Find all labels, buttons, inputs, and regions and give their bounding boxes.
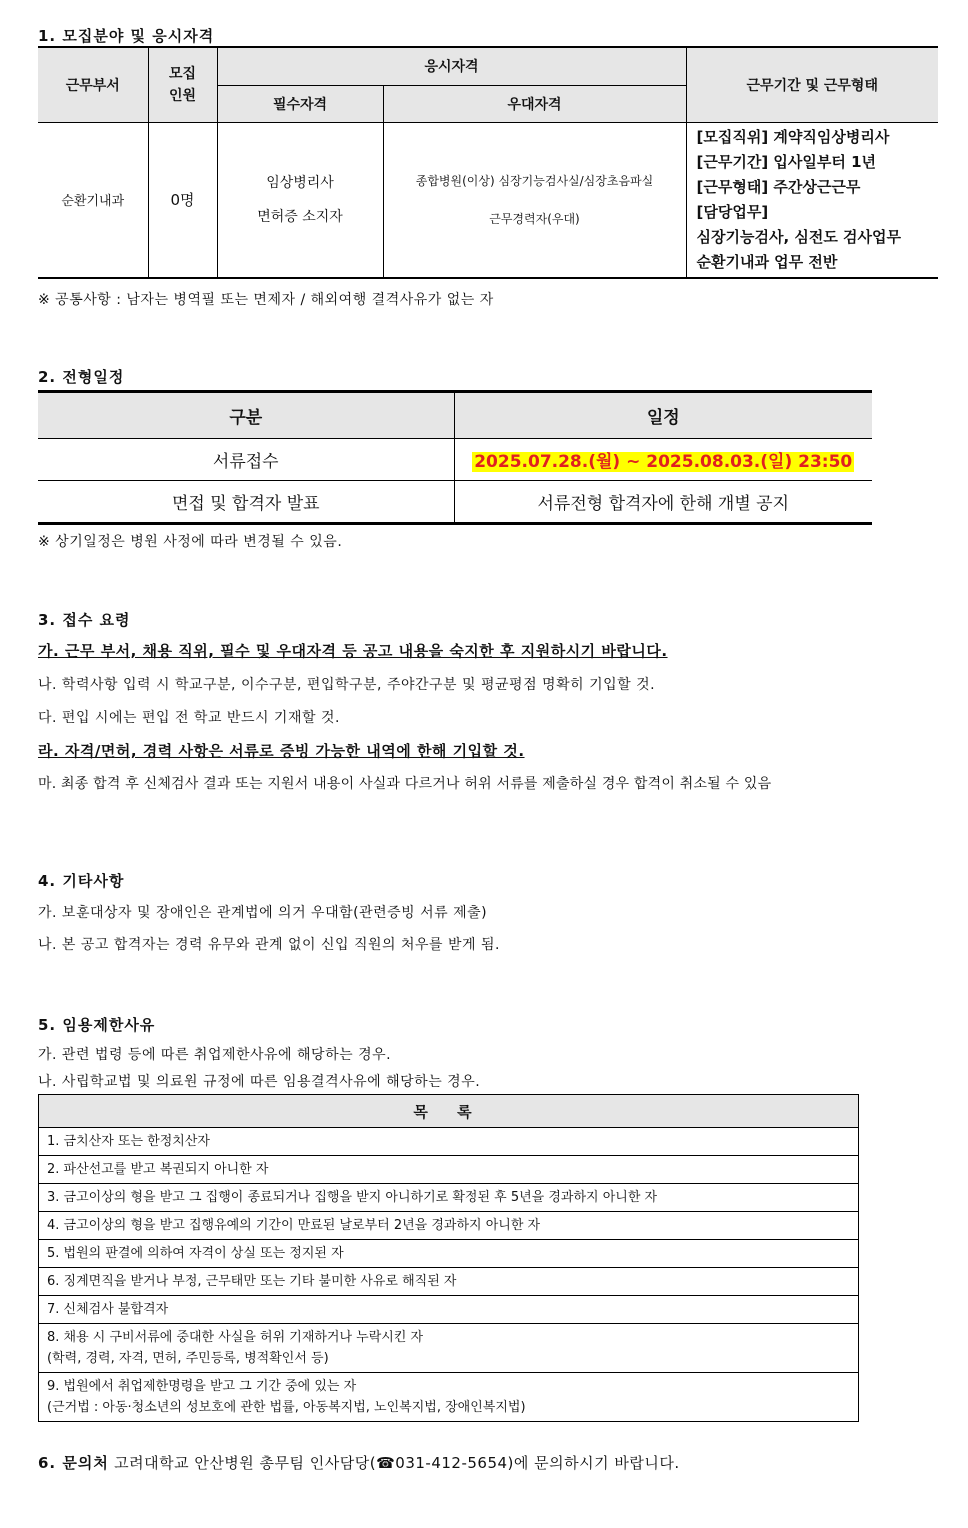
disqualification-list bbox=[38, 1094, 859, 1422]
guide-item-e: 마. 최종 합격 후 신체검사 결과 또는 지원서 내용이 사실과 다르거나 허위 서류를 제출하실 경우 합격이 취소될 수 있음 bbox=[38, 776, 772, 792]
list-item-9-detail: (근거법 : 아동·청소년의 성보호에 관한 법률, 아동복지법, 노인복지법, 장애인복지법) bbox=[47, 1400, 526, 1415]
restriction-a: 가. 관련 법령 등에 따른 취업제한사유에 해당하는 경우. bbox=[38, 1047, 392, 1063]
guide-item-a: 가. 근무 부서, 채용 직위, 필수 및 우대자격 등 공고 내용을 숙지한 후 지원하시기 바랍니다. bbox=[38, 642, 668, 660]
period-line: [근무형태] 주간상근근무 bbox=[696, 177, 861, 196]
count-cell: 0명 bbox=[148, 122, 217, 278]
application-period: 2025.07.28.(월) ~ 2025.08.03.(일) 23:50 bbox=[474, 452, 853, 472]
list-title: 목 록 bbox=[39, 1095, 859, 1128]
header-qualification: 응시자격 bbox=[217, 47, 686, 85]
list-item: 5. 법원의 판결에 의하여 자격이 상실 또는 정지된 자 bbox=[39, 1240, 859, 1268]
dept-cell: 순환기내과 bbox=[38, 122, 148, 278]
section3-heading: 3. 접수 요령 bbox=[38, 611, 131, 629]
period-line: [근무기간] 입사일부터 1년 bbox=[696, 152, 876, 171]
header-required: 필수자격 bbox=[217, 85, 383, 122]
preferred-cell bbox=[383, 122, 686, 278]
row1-schedule-cell bbox=[454, 439, 872, 481]
section2-heading: 2. 전형일정 bbox=[38, 368, 125, 386]
row2-category: 면접 및 합격자 발표 bbox=[38, 481, 454, 524]
required-line-1: 임상병리사 bbox=[266, 174, 334, 191]
section5-heading: 5. 임용제한사유 bbox=[38, 1016, 156, 1034]
period-line: 순환기내과 업무 전반 bbox=[696, 252, 838, 271]
schedule-table bbox=[38, 390, 872, 525]
header-preferred: 우대자격 bbox=[383, 85, 686, 122]
section4-heading: 4. 기타사항 bbox=[38, 872, 125, 890]
section6-heading: 6. 문의처 bbox=[38, 1454, 109, 1472]
list-item: 6. 징계면직을 받거나 부정, 근무태만 또는 기타 불미한 사유로 해직된 자 bbox=[39, 1268, 859, 1296]
guide-item-b: 나. 학력사항 입력 시 학교구분, 이수구분, 편입학구분, 주야간구분 및 평균평점 명확히 기입할 것. bbox=[38, 677, 656, 693]
header-period: 근무기간 및 근무형태 bbox=[686, 47, 938, 122]
list-item: 2. 파산선고를 받고 복권되지 아니한 자 bbox=[39, 1156, 859, 1184]
list-item: 4. 금고이상의 형을 받고 집행유예의 기간이 만료된 날로부터 2년을 경과하지 아니한 자 bbox=[39, 1212, 859, 1240]
list-item: 7. 신체검사 불합격자 bbox=[39, 1296, 859, 1324]
preferred-line-2: 근무경력자(우대) bbox=[489, 211, 580, 226]
recruitment-table bbox=[38, 46, 938, 279]
guide-item-c: 다. 편입 시에는 편입 전 학교 반드시 기재할 것. bbox=[38, 710, 340, 726]
period-cell bbox=[686, 122, 938, 278]
preferred-line-1: 종합병원(이상) 심장기능검사실/심장초음파실 bbox=[415, 173, 654, 188]
header-schedule: 일정 bbox=[454, 392, 872, 439]
row1-category: 서류접수 bbox=[38, 439, 454, 481]
list-item: 1. 금치산자 또는 한정치산자 bbox=[39, 1128, 859, 1156]
required-line-2: 면허증 소지자 bbox=[257, 208, 343, 225]
common-note: ※ 공통사항 : 남자는 병역필 또는 면제자 / 해외여행 결격사유가 없는 자 bbox=[38, 292, 494, 308]
section1-heading: 1. 모집분야 및 응시자격 bbox=[38, 27, 215, 45]
list-item: 3. 금고이상의 형을 받고 그 집행이 종료되거나 집행을 받지 아니하기로 확정된 후 5년을 경과하지 아니한 자 bbox=[39, 1184, 859, 1212]
period-line: 심장기능검사, 심전도 검사업무 bbox=[696, 227, 902, 246]
contact-text: 고려대학교 안산병원 총무팀 인사담당(☎031-412-5654)에 문의하시기 바랍니다. bbox=[114, 1454, 680, 1472]
list-item bbox=[39, 1324, 859, 1373]
header-category: 구분 bbox=[38, 392, 454, 439]
guide-item-d: 라. 자격/면허, 경력 사항은 서류로 증빙 가능한 내역에 한해 기입할 것. bbox=[38, 742, 525, 760]
list-item-9-main: 9. 법원에서 취업제한명령을 받고 그 기간 중에 있는 자 bbox=[47, 1379, 357, 1394]
etc-item-a: 가. 보훈대상자 및 장애인은 관계법에 의거 우대함(관련증빙 서류 제출) bbox=[38, 905, 488, 921]
period-line: [담당업무] bbox=[696, 202, 769, 221]
required-cell bbox=[217, 122, 383, 278]
schedule-note: ※ 상기일정은 병원 사정에 따라 변경될 수 있음. bbox=[38, 534, 343, 550]
row2-schedule: 서류전형 합격자에 한해 개별 공지 bbox=[454, 481, 872, 524]
contact-line bbox=[38, 1452, 680, 1473]
etc-item-b: 나. 본 공고 합격자는 경력 유무와 관계 없이 신입 직원의 처우를 받게 됨. bbox=[38, 937, 500, 953]
header-dept: 근무부서 bbox=[38, 47, 148, 122]
period-line: [모집직위] 계약직임상병리사 bbox=[696, 127, 890, 146]
list-item-8-detail: (학력, 경력, 자격, 면허, 주민등록, 병적확인서 등) bbox=[47, 1351, 329, 1366]
restriction-b: 나. 사립학교법 및 의료원 규정에 따른 임용결격사유에 해당하는 경우. bbox=[38, 1074, 481, 1090]
list-item bbox=[39, 1373, 859, 1422]
header-count: 모집 인원 bbox=[148, 47, 217, 122]
list-item-8-main: 8. 채용 시 구비서류에 중대한 사실을 허위 기재하거나 누락시킨 자 bbox=[47, 1330, 424, 1345]
